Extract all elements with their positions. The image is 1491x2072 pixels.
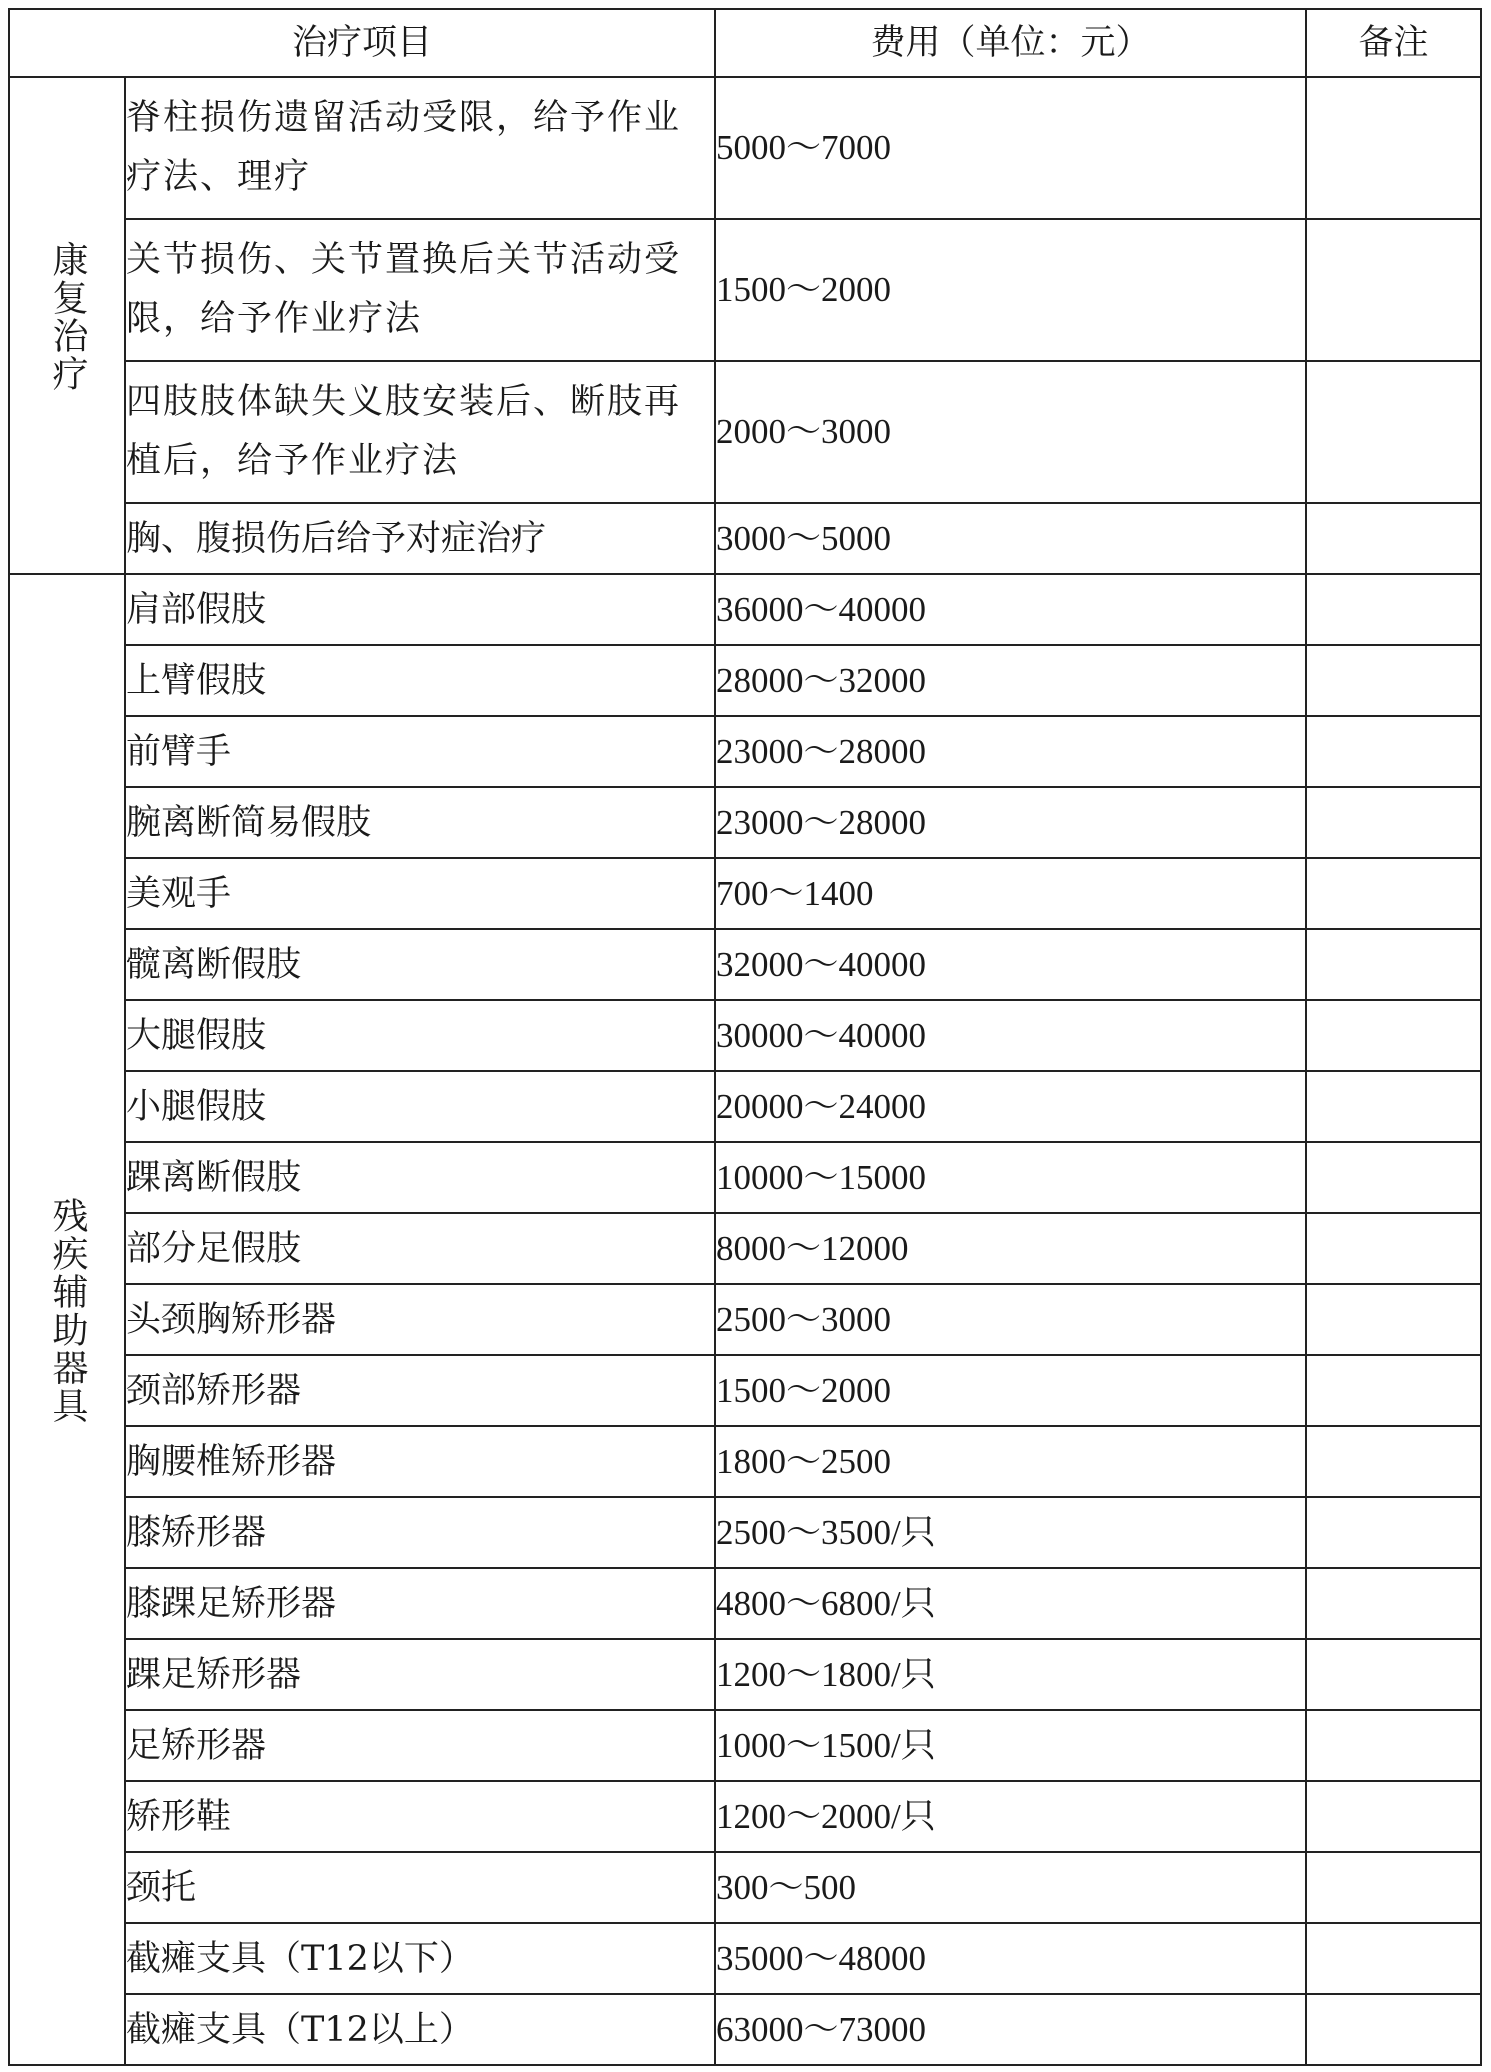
table-row <box>9 1071 1481 1142</box>
note-cell <box>1306 1710 1481 1781</box>
table-row <box>9 1852 1481 1923</box>
table-row <box>9 1923 1481 1994</box>
header-treatment-item: 治疗项目 <box>9 9 715 77</box>
fee-cell: 23000～28000 <box>715 716 1306 787</box>
header-fee: 费用（单位：元） <box>715 9 1306 77</box>
table-row <box>9 858 1481 929</box>
fee-cell: 63000～73000 <box>715 1994 1306 2065</box>
table-row <box>9 1284 1481 1355</box>
table-row <box>9 1213 1481 1284</box>
note-cell <box>1306 1923 1481 1994</box>
fee-cell: 1800～2500 <box>715 1426 1306 1497</box>
item-cell: 大腿假肢 <box>125 1000 715 1071</box>
table-header-row <box>9 9 1481 77</box>
fee-cell: 36000～40000 <box>715 574 1306 645</box>
fee-cell: 8000～12000 <box>715 1213 1306 1284</box>
table-row <box>9 645 1481 716</box>
fee-cell: 10000～15000 <box>715 1142 1306 1213</box>
table-row <box>9 1355 1481 1426</box>
category-cell-rehab <box>9 77 125 574</box>
item-cell: 踝足矫形器 <box>125 1639 715 1710</box>
item-cell: 踝离断假肢 <box>125 1142 715 1213</box>
fee-cell: 1500～2000 <box>715 1355 1306 1426</box>
item-cell: 颈托 <box>125 1852 715 1923</box>
note-cell <box>1306 1497 1481 1568</box>
note-cell <box>1306 787 1481 858</box>
note-cell <box>1306 1284 1481 1355</box>
fee-cell: 300～500 <box>715 1852 1306 1923</box>
header-note: 备注 <box>1306 9 1481 77</box>
item-cell: 胸腰椎矫形器 <box>125 1426 715 1497</box>
item-cell: 四肢肢体缺失义肢安装后、断肢再植后，给予作业疗法 <box>125 361 715 503</box>
fee-cell: 1200～2000/只 <box>715 1781 1306 1852</box>
table-row <box>9 1000 1481 1071</box>
note-cell <box>1306 1994 1481 2065</box>
item-cell: 脊柱损伤遗留活动受限，给予作业疗法、理疗 <box>125 77 715 219</box>
table-row <box>9 219 1481 361</box>
table-row <box>9 929 1481 1000</box>
item-cell: 关节损伤、关节置换后关节活动受限，给予作业疗法 <box>125 219 715 361</box>
fee-cell: 4800～6800/只 <box>715 1568 1306 1639</box>
item-cell: 膝踝足矫形器 <box>125 1568 715 1639</box>
note-cell <box>1306 716 1481 787</box>
item-cell: 美观手 <box>125 858 715 929</box>
item-cell: 膝矫形器 <box>125 1497 715 1568</box>
item-cell: 肩部假肢 <box>125 574 715 645</box>
fee-cell: 1000～1500/只 <box>715 1710 1306 1781</box>
fee-cell: 20000～24000 <box>715 1071 1306 1142</box>
table-row <box>9 1994 1481 2065</box>
note-cell <box>1306 574 1481 645</box>
category-label: 康复治疗 <box>47 240 88 393</box>
item-cell: 小腿假肢 <box>125 1071 715 1142</box>
note-cell <box>1306 1781 1481 1852</box>
item-cell: 截瘫支具（T12以下） <box>125 1923 715 1994</box>
item-cell: 胸、腹损伤后给予对症治疗 <box>125 503 715 574</box>
item-cell: 腕离断简易假肢 <box>125 787 715 858</box>
table-row <box>9 716 1481 787</box>
table-row <box>9 1497 1481 1568</box>
note-cell <box>1306 503 1481 574</box>
note-cell <box>1306 1071 1481 1142</box>
table-row <box>9 787 1481 858</box>
item-cell: 截瘫支具（T12以上） <box>125 1994 715 2065</box>
fee-cell: 32000～40000 <box>715 929 1306 1000</box>
fee-cell: 2500～3000 <box>715 1284 1306 1355</box>
fee-cell: 5000～7000 <box>715 77 1306 219</box>
item-cell: 头颈胸矫形器 <box>125 1284 715 1355</box>
table-row <box>9 574 1481 645</box>
note-cell <box>1306 77 1481 219</box>
note-cell <box>1306 361 1481 503</box>
table-row <box>9 1781 1481 1852</box>
item-cell: 矫形鞋 <box>125 1781 715 1852</box>
fee-cell: 23000～28000 <box>715 787 1306 858</box>
note-cell <box>1306 1426 1481 1497</box>
fee-cell: 2000～3000 <box>715 361 1306 503</box>
note-cell <box>1306 1852 1481 1923</box>
note-cell <box>1306 219 1481 361</box>
note-cell <box>1306 1568 1481 1639</box>
note-cell <box>1306 1355 1481 1426</box>
table-row <box>9 503 1481 574</box>
item-cell: 足矫形器 <box>125 1710 715 1781</box>
fee-cell: 700～1400 <box>715 858 1306 929</box>
note-cell <box>1306 1142 1481 1213</box>
table-row <box>9 77 1481 219</box>
item-cell: 髋离断假肢 <box>125 929 715 1000</box>
table-row <box>9 1426 1481 1497</box>
category-label: 残疾辅助器具 <box>47 1196 88 1425</box>
fee-cell: 28000～32000 <box>715 645 1306 716</box>
table-row <box>9 1568 1481 1639</box>
note-cell <box>1306 1000 1481 1071</box>
category-cell-assistive <box>9 574 125 2065</box>
note-cell <box>1306 645 1481 716</box>
table-row <box>9 1710 1481 1781</box>
fee-table <box>8 8 1482 2066</box>
item-cell: 上臂假肢 <box>125 645 715 716</box>
table-row <box>9 1142 1481 1213</box>
table-row <box>9 361 1481 503</box>
fee-cell: 30000～40000 <box>715 1000 1306 1071</box>
fee-cell: 1500～2000 <box>715 219 1306 361</box>
fee-cell: 3000～5000 <box>715 503 1306 574</box>
note-cell <box>1306 1213 1481 1284</box>
note-cell <box>1306 929 1481 1000</box>
fee-cell: 2500～3500/只 <box>715 1497 1306 1568</box>
fee-cell: 1200～1800/只 <box>715 1639 1306 1710</box>
item-cell: 部分足假肢 <box>125 1213 715 1284</box>
item-cell: 前臂手 <box>125 716 715 787</box>
item-cell: 颈部矫形器 <box>125 1355 715 1426</box>
fee-cell: 35000～48000 <box>715 1923 1306 1994</box>
table-row <box>9 1639 1481 1710</box>
note-cell <box>1306 858 1481 929</box>
note-cell <box>1306 1639 1481 1710</box>
